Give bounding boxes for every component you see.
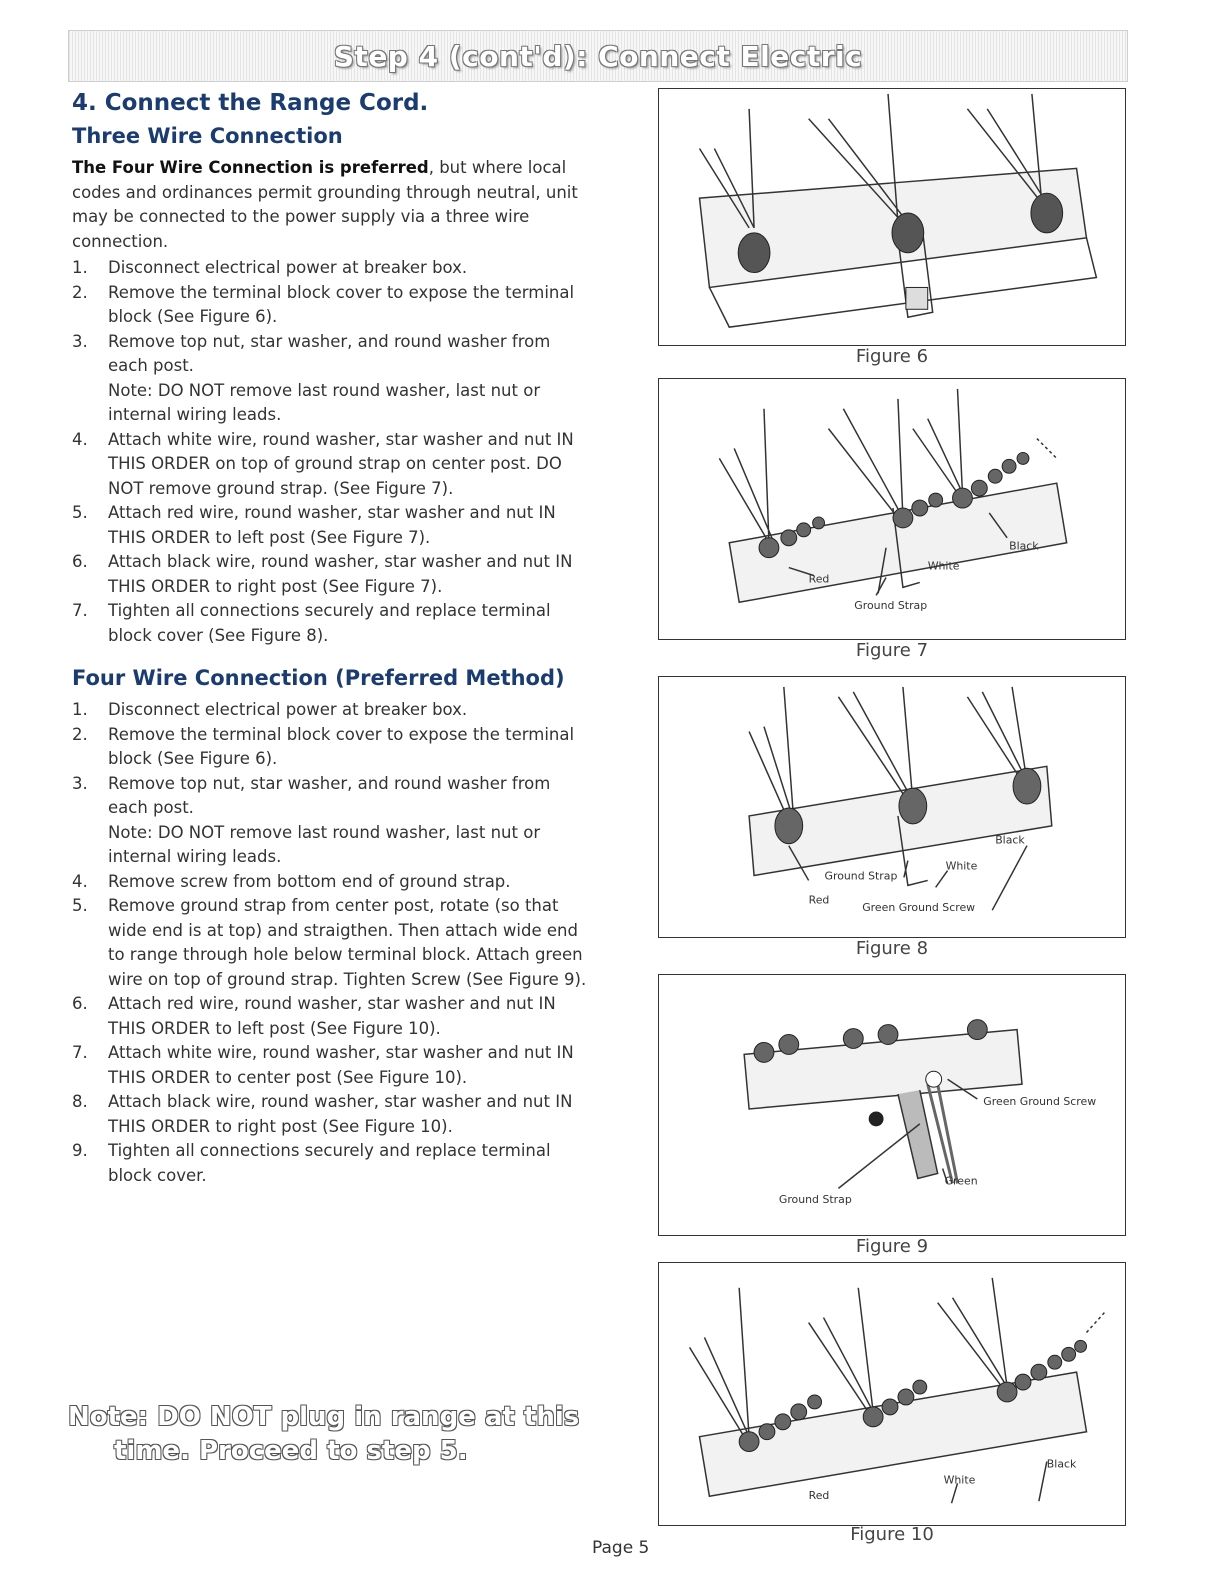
list-item: 3. Remove top nut, star washer, and round washer from each post.: [72, 773, 551, 817]
label-green-ground-screw: Green Ground Screw: [983, 1095, 1097, 1108]
figure-10-caption: Figure 10: [850, 1524, 934, 1545]
section-heading: 4. Connect the Range Cord.: [72, 90, 429, 116]
list-item: 3. Remove top nut, star washer, and round washer from each post.: [72, 331, 551, 375]
list-item: 6. Attach black wire, round washer, star washer and nut IN THIS ORDER to right post (See Figure 7).: [72, 552, 573, 596]
page-number: Page 5: [592, 1538, 650, 1558]
list-item: 2. Remove the terminal block cover to expose the terminal block (See Figure 6).: [72, 282, 575, 326]
list-item: 6. Attach red wire, round washer, star washer and nut IN THIS ORDER to left post (See Figure 10).: [72, 994, 556, 1038]
label-black: Black: [1046, 1457, 1077, 1471]
label-red: Red: [808, 572, 830, 586]
four-wire-steps-cont: [72, 870, 587, 1189]
label-red: Red: [808, 1489, 830, 1503]
figure-10-illustration: [658, 1262, 1126, 1526]
label-black: Black: [995, 833, 1025, 847]
figure-8-illustration: [658, 676, 1126, 938]
list-item: 7. Tighten all connections securely and replace terminal block cover (See Figure 8).: [72, 601, 551, 645]
label-ground-strap: Ground Strap: [854, 599, 928, 613]
figure-6-caption: Figure 6: [855, 346, 929, 367]
list-item: 5. Attach red wire, round washer, star washer and nut IN THIS ORDER to left post (See Figure 7).: [72, 503, 556, 547]
figure-9-caption: Figure 9: [855, 1236, 929, 1257]
label-red: Red: [808, 893, 830, 907]
label-white: White: [945, 859, 978, 873]
figure-8-caption: Figure 8: [855, 938, 929, 959]
note-line-1: Note: DO NOT plug in range at this: [68, 1402, 580, 1432]
label-green: Green: [944, 1174, 978, 1188]
label-white: White: [943, 1473, 976, 1487]
list-item: 9. Tighten all connections securely and replace terminal block cover.: [72, 1141, 551, 1185]
figure-7-illustration: [658, 378, 1126, 640]
list-item: 1. Disconnect electrical power at breaker box.: [72, 258, 468, 277]
label-black: Black: [1009, 539, 1039, 553]
list-item: 5. Remove ground strap from center post, rotate (so that wide end is at top) and straigthen. Then attach wide end to range through hole below terminal block. Attach green wire on top of ground strap. Tighten Screw (See Figure 9).: [72, 896, 587, 989]
do-not-plug-note: [68, 1400, 608, 1468]
four-wire-note: Note: DO NOT remove last round washer, last nut or internal wiring leads.: [108, 822, 541, 866]
note-line-2: time. Proceed to step 5.: [114, 1436, 468, 1466]
banner-title: Step 4 (cont'd): Connect Electric: [333, 39, 863, 73]
three-wire-steps: [72, 256, 587, 379]
label-ground-strap: Ground Strap: [778, 1193, 852, 1207]
list-item: 7. Attach white wire, round washer, star washer and nut IN THIS ORDER to center post (See Figure 10).: [72, 1043, 574, 1087]
list-item: 1. Disconnect electrical power at breaker box.: [72, 700, 468, 719]
intro-rest: , but where local codes and ordinances permit grounding through neutral, unit may be connected to the power supply via a three wire connection.: [72, 158, 578, 251]
three-wire-steps-cont: [72, 428, 587, 649]
list-item: 4. Attach white wire, round washer, star washer and nut IN THIS ORDER on top of ground strap on center post. DO NOT remove ground strap. (See Figure 7).: [72, 429, 574, 498]
list-item: 8. Attach black wire, round washer, star washer and nut IN THIS ORDER to right post (See Figure 10).: [72, 1092, 573, 1136]
list-item: 4. Remove screw from bottom end of ground strap.: [72, 871, 511, 891]
figure-9-illustration: [658, 974, 1126, 1236]
figure-6-illustration: [658, 88, 1126, 346]
figure-7-caption: Figure 7: [855, 640, 929, 661]
intro-bold: The Four Wire Connection is preferred: [72, 158, 429, 177]
label-green-ground-screw: Green Ground Screw: [862, 901, 976, 915]
four-wire-steps: [72, 698, 587, 821]
terminal-block-drawing: [659, 89, 1125, 345]
three-wire-intro: [72, 156, 587, 254]
instructions-column: [72, 90, 587, 1188]
label-ground-strap: Ground Strap: [824, 869, 898, 883]
three-wire-note: Note: DO NOT remove last round washer, last nut or internal wiring leads.: [108, 380, 541, 424]
list-item: 2. Remove the terminal block cover to expose the terminal block (See Figure 6).: [72, 724, 575, 768]
four-wire-heading: Four Wire Connection (Preferred Method): [72, 666, 565, 690]
label-white: White: [927, 559, 960, 573]
three-wire-heading: Three Wire Connection: [72, 124, 343, 148]
step-banner: [68, 30, 1128, 82]
